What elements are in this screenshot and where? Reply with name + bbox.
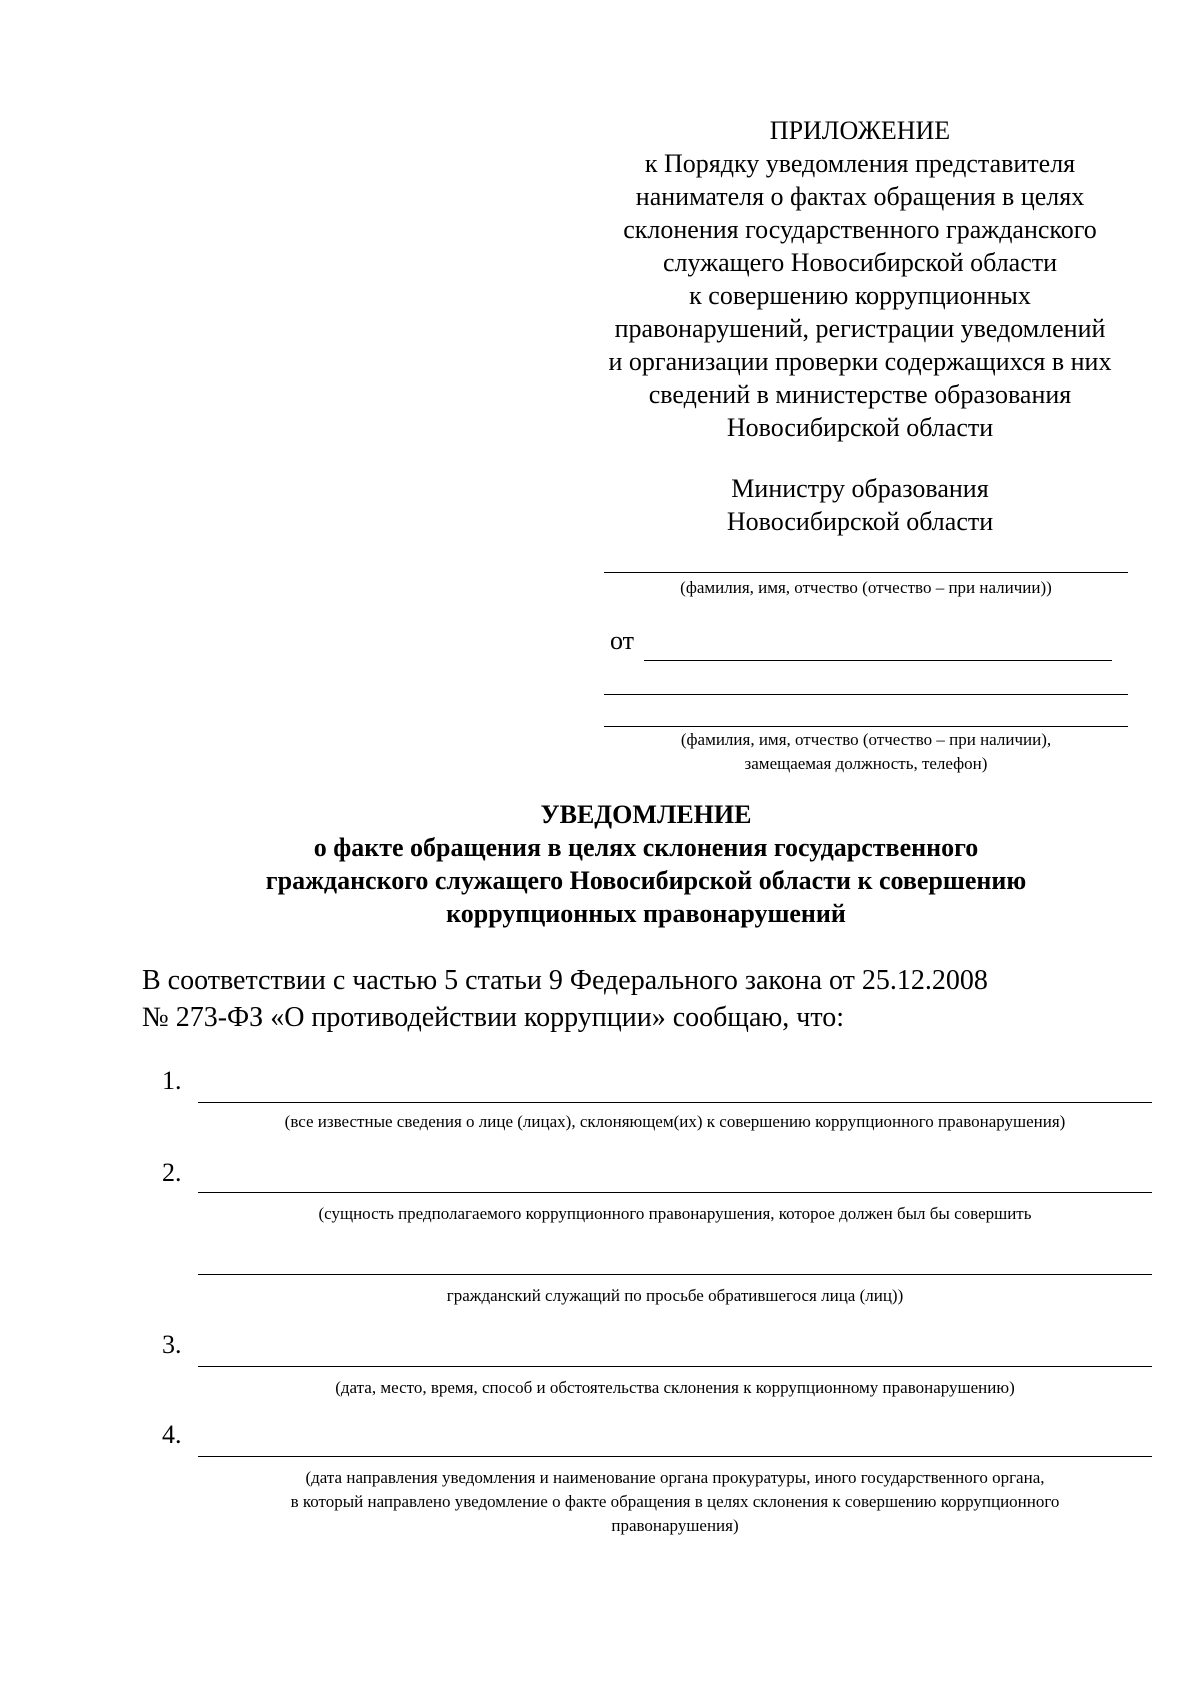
appendix-heading: ПРИЛОЖЕНИЕ [769,116,951,145]
appendix-line: и организации проверки содержащихся в них [608,347,1112,376]
item-4-caption: в который направлено уведомление о факте обращения в целях склонения к совершению коррупционного [290,1492,1060,1511]
appendix-line: нанимателя о фактах обращения в целях [635,182,1085,211]
intro-line: В соответствии с частью 5 статьи 9 Федерального закона от 25.12.2008 [142,965,988,996]
appendix-line: склонения государственного гражданского [623,215,1097,244]
appendix-line: служащего Новосибирской области [662,248,1058,277]
addressee-block [580,472,1140,538]
item-number: 4. [162,1420,182,1449]
addressee-line: Министру образования [731,474,989,503]
title-line: коррупционных правонарушений [446,899,846,928]
appendix-line: к совершению коррупционных [689,281,1031,310]
document-title [0,798,1200,930]
sender-field-line-3[interactable] [604,726,1128,727]
item-1-field[interactable] [198,1102,1152,1103]
item-1-caption: (все известные сведения о лице (лицах), склоняющем(их) к совершению коррупционного правонарушения) [284,1112,1066,1131]
item-number: 1. [162,1066,182,1095]
appendix-header [580,114,1140,444]
item-number: 2. [162,1158,182,1187]
from-label: от [610,626,635,655]
appendix-line: Новосибирской области [726,413,994,442]
item-3-field[interactable] [198,1366,1152,1367]
sender-field-line-1[interactable] [644,660,1112,661]
item-4-caption: правонарушения) [611,1516,739,1535]
appendix-line: сведений в министерстве образования [648,380,1072,409]
item-2-field-line-2[interactable] [198,1274,1152,1275]
title-line: о факте обращения в целях склонения государственного [313,833,979,862]
item-number: 3. [162,1330,182,1359]
sender-caption-line: (фамилия, имя, отчество (отчество – при наличии), [680,730,1052,749]
title-heading: УВЕДОМЛЕНИЕ [540,800,752,829]
title-line: гражданского служащего Новосибирской области к совершению [265,866,1027,895]
appendix-line: к Порядку уведомления представителя [644,149,1076,178]
sender-field-line-2[interactable] [604,694,1128,695]
item-4-caption: (дата направления уведомления и наименование органа прокуратуры, иного государственного органа, [305,1468,1045,1487]
addressee-line: Новосибирской области [726,507,994,536]
item-2-caption: гражданский служащий по просьбе обратившегося лица (лиц)) [446,1286,904,1305]
minister-name-field[interactable] [604,572,1128,573]
item-4-field[interactable] [198,1456,1152,1457]
item-3-caption: (дата, место, время, способ и обстоятельства склонения к коррупционному правонарушению) [335,1378,1015,1397]
intro-paragraph [142,962,1142,1036]
sender-caption-line: замещаемая должность, телефон) [744,754,988,773]
minister-name-caption: (фамилия, имя, отчество (отчество – при наличии)) [680,578,1052,597]
item-2-caption: (сущность предполагаемого коррупционного правонарушения, которое должен был бы совершить [318,1204,1032,1223]
intro-line: № 273-ФЗ «О противодействии коррупции» сообщаю, что: [142,1002,845,1033]
appendix-line: правонарушений, регистрации уведомлений [614,314,1106,343]
item-2-field-line-1[interactable] [198,1192,1152,1193]
